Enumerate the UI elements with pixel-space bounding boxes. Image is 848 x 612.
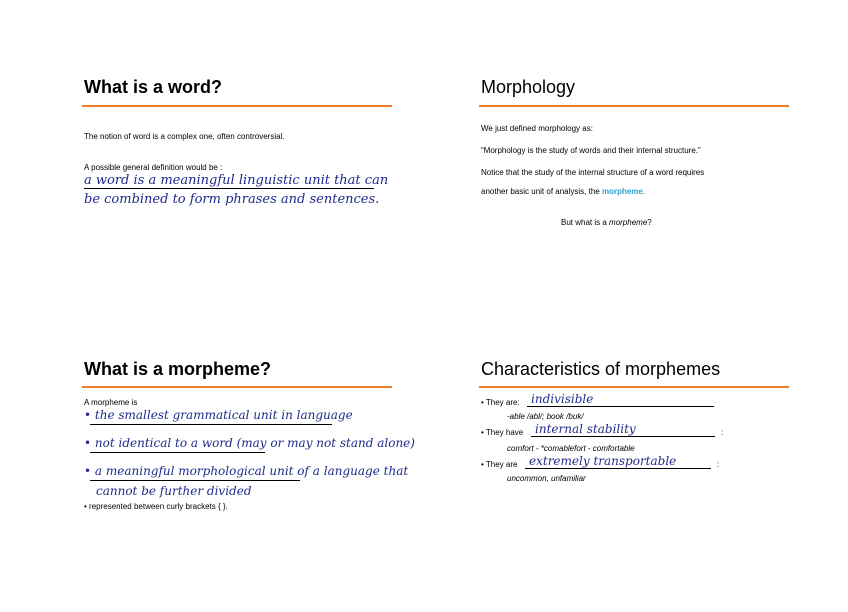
example-text: uncommon, unfamiliar (507, 474, 586, 483)
body-text: Notice that the study of the internal structure of a word requires (481, 168, 705, 177)
slide-title: Characteristics of morphemes (481, 359, 721, 379)
body-text-part: . (642, 187, 646, 196)
handwritten-note: • a meaningful morphological unit of a language that (84, 464, 409, 478)
colon: : (717, 460, 720, 469)
slide-morphology (481, 70, 821, 330)
slide-title: What is a word? (84, 77, 223, 97)
handwritten-note: cannot be further divided (96, 484, 252, 498)
blank-line (525, 468, 711, 469)
underline (90, 480, 300, 481)
bullet-label: • They are: (481, 398, 520, 407)
question-text (561, 218, 652, 227)
underline (90, 424, 332, 425)
title-divider (479, 105, 789, 107)
slide-characteristics-of-morphemes (481, 352, 821, 612)
underline (84, 188, 374, 189)
example-text: comfort - *comablefort - comfortable (507, 444, 635, 453)
body-text: A possible general definition would be : (84, 163, 223, 172)
slide-title: What is a morpheme? (84, 359, 272, 379)
bullet-label: • They have (481, 428, 524, 437)
underline (90, 452, 265, 453)
handwritten-answer: internal stability (535, 422, 636, 436)
morpheme-highlight: morpheme (601, 187, 643, 196)
handwritten-note: be combined to form phrases and sentences. (84, 192, 380, 207)
body-text (481, 187, 645, 196)
bullet-label: • They are (481, 460, 518, 469)
title-divider (82, 105, 392, 107)
handwritten-note: a word is a meaningful linguistic unit that can (84, 173, 389, 188)
question-emphasis: morpheme (609, 218, 648, 227)
handwritten-answer: extremely transportable (529, 454, 677, 468)
blank-line (527, 406, 714, 407)
handwritten-note: • the smallest grammatical unit in language (84, 408, 353, 422)
body-text: The notion of word is a complex one, often controversial. (84, 132, 285, 141)
question-part: But what is a (561, 218, 610, 227)
handwritten-note: • not identical to a word (may or may not stand alone) (84, 436, 415, 450)
body-text: We just defined morphology as: (481, 124, 593, 133)
slide-what-is-a-word (84, 70, 424, 330)
example-text: -able /abl/; book /bʊk/ (507, 412, 584, 421)
body-text: • represented between curly brackets { }. (84, 502, 228, 511)
quote-text: “Morphology is the study of words and their internal structure.” (481, 146, 701, 155)
title-divider (479, 386, 789, 388)
slide-title: Morphology (481, 77, 576, 97)
blank-line (531, 436, 715, 437)
handwritten-answer: indivisible (531, 392, 594, 406)
slide-what-is-a-morpheme (84, 352, 424, 612)
body-text: A morpheme is (84, 398, 138, 407)
question-part: ? (647, 218, 652, 227)
colon: : (721, 428, 724, 437)
title-divider (82, 386, 392, 388)
body-text-part: another basic unit of analysis, the (481, 187, 602, 196)
